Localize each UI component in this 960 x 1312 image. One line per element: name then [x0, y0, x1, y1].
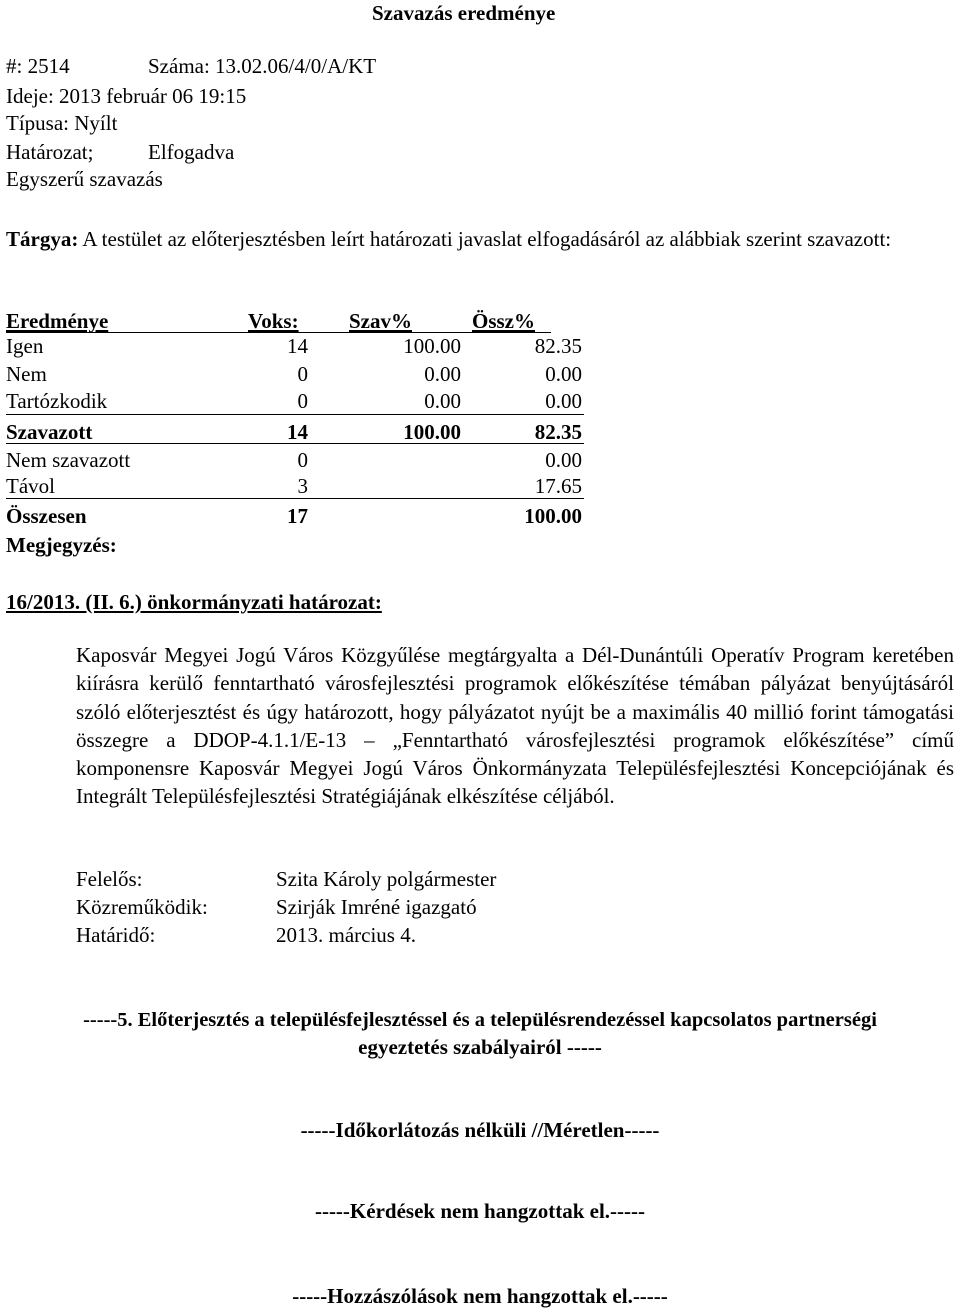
vote-ideje: Ideje: 2013 február 06 19:15 — [6, 84, 247, 108]
header-eredmenye: Eredménye — [6, 309, 109, 333]
vote-tipusa: Típusa: Nyílt — [6, 111, 118, 135]
row-voks: 0 — [297, 389, 308, 413]
row-voks: 0 — [297, 362, 308, 386]
subject — [6, 225, 956, 253]
row-label: Tartózkodik — [6, 389, 108, 413]
row-szav: 0.00 — [424, 362, 461, 386]
time-limit-note: -----Időkorlátozás nélküli //Méretlen----- — [300, 1118, 660, 1142]
row-underline — [6, 414, 584, 415]
row-underline — [6, 443, 584, 444]
resolution-title: 16/2013. (II. 6.) önkormányzati határozat: — [6, 590, 382, 614]
page-title: Szavazás eredménye — [372, 1, 556, 25]
row-label: Távol — [6, 474, 55, 498]
row-ossz: 0.00 — [545, 362, 582, 386]
subject-label: Tárgya: — [6, 227, 79, 251]
row-voks: 17 — [287, 504, 308, 528]
row-underline — [6, 498, 584, 499]
row-voks: 14 — [287, 420, 308, 444]
cooperator-value: Szirják Imréné igazgató — [276, 895, 477, 919]
row-label: Igen — [6, 334, 44, 358]
row-ossz: 17.65 — [534, 474, 582, 498]
row-ossz: 82.35 — [534, 420, 582, 444]
vote-szama: Száma: 13.02.06/4/0/A/KT — [148, 54, 377, 78]
note-label: Megjegyzés: — [6, 533, 117, 557]
row-label: Szavazott — [6, 420, 93, 444]
row-ossz: 0.00 — [545, 389, 582, 413]
responsible-value: Szita Károly polgármester — [276, 867, 497, 891]
hatarozat-value: Elfogadva — [148, 140, 235, 164]
row-szav: 100.00 — [403, 334, 461, 358]
row-szav: 0.00 — [424, 389, 461, 413]
cooperator-label: Közreműködik: — [76, 895, 208, 919]
row-ossz: 100.00 — [524, 504, 582, 528]
header-ossz: Össz% — [472, 309, 535, 333]
comments-note: -----Hozzászólások nem hangzottak el.----- — [292, 1284, 668, 1308]
row-ossz: 82.35 — [534, 334, 582, 358]
row-voks: 0 — [297, 448, 308, 472]
header-szav: Szav% — [349, 309, 412, 333]
resolution-body: Kaposvár Megyei Jogú Város Közgyűlése megtárgyalta a Dél-Dunántúli Operatív Program keretében kiírásra kerülő fenntartható városfejlesztési programok előkészítése témában pályázat benyújtásáról szóló előterjesztést és úgy határozott, hogy pályázatot nyújt be a maximális 40 millió forint támogatási összegre a DDOP-4.1.1/E-13 – „Fenntartható városfejlesztési programok előkészítése” című komponensre Kaposvár Megyei Jogú Város Önkormányzata Településfejlesztési Koncepciójának és Integrált Településfejlesztési Stratégiájának elkészítése céljából. — [76, 643, 954, 809]
vote-mode: Egyszerű szavazás — [6, 167, 163, 191]
agenda-item-title-line1: -----5. Előterjesztés a településfejlesztéssel és a településrendezéssel kapcsolatos partnerségi — [83, 1009, 877, 1031]
questions-note: -----Kérdések nem hangzottak el.----- — [314, 1199, 646, 1223]
row-label: Nem — [6, 362, 47, 386]
vote-number: #: 2514 — [6, 54, 70, 78]
header-voks: Voks: — [248, 309, 299, 333]
deadline-label: Határidő: — [76, 923, 156, 947]
row-voks: 3 — [297, 474, 308, 498]
row-label: Összesen — [6, 504, 87, 528]
row-label: Nem szavazott — [6, 448, 131, 472]
hatarozat-label: Határozat; — [6, 140, 94, 164]
deadline-value: 2013. március 4. — [276, 923, 416, 947]
responsible-label: Felelős: — [76, 867, 143, 891]
agenda-item-title-line2: egyeztetés szabályairól ----- — [358, 1035, 602, 1059]
row-ossz: 0.00 — [545, 448, 582, 472]
row-voks: 14 — [287, 334, 308, 358]
row-szav: 100.00 — [403, 420, 461, 444]
subject-text: A testület az előterjesztésben leírt határozati javaslat elfogadásáról az alábbiak szerint szavazott: — [82, 227, 892, 251]
header-underline — [6, 332, 551, 333]
